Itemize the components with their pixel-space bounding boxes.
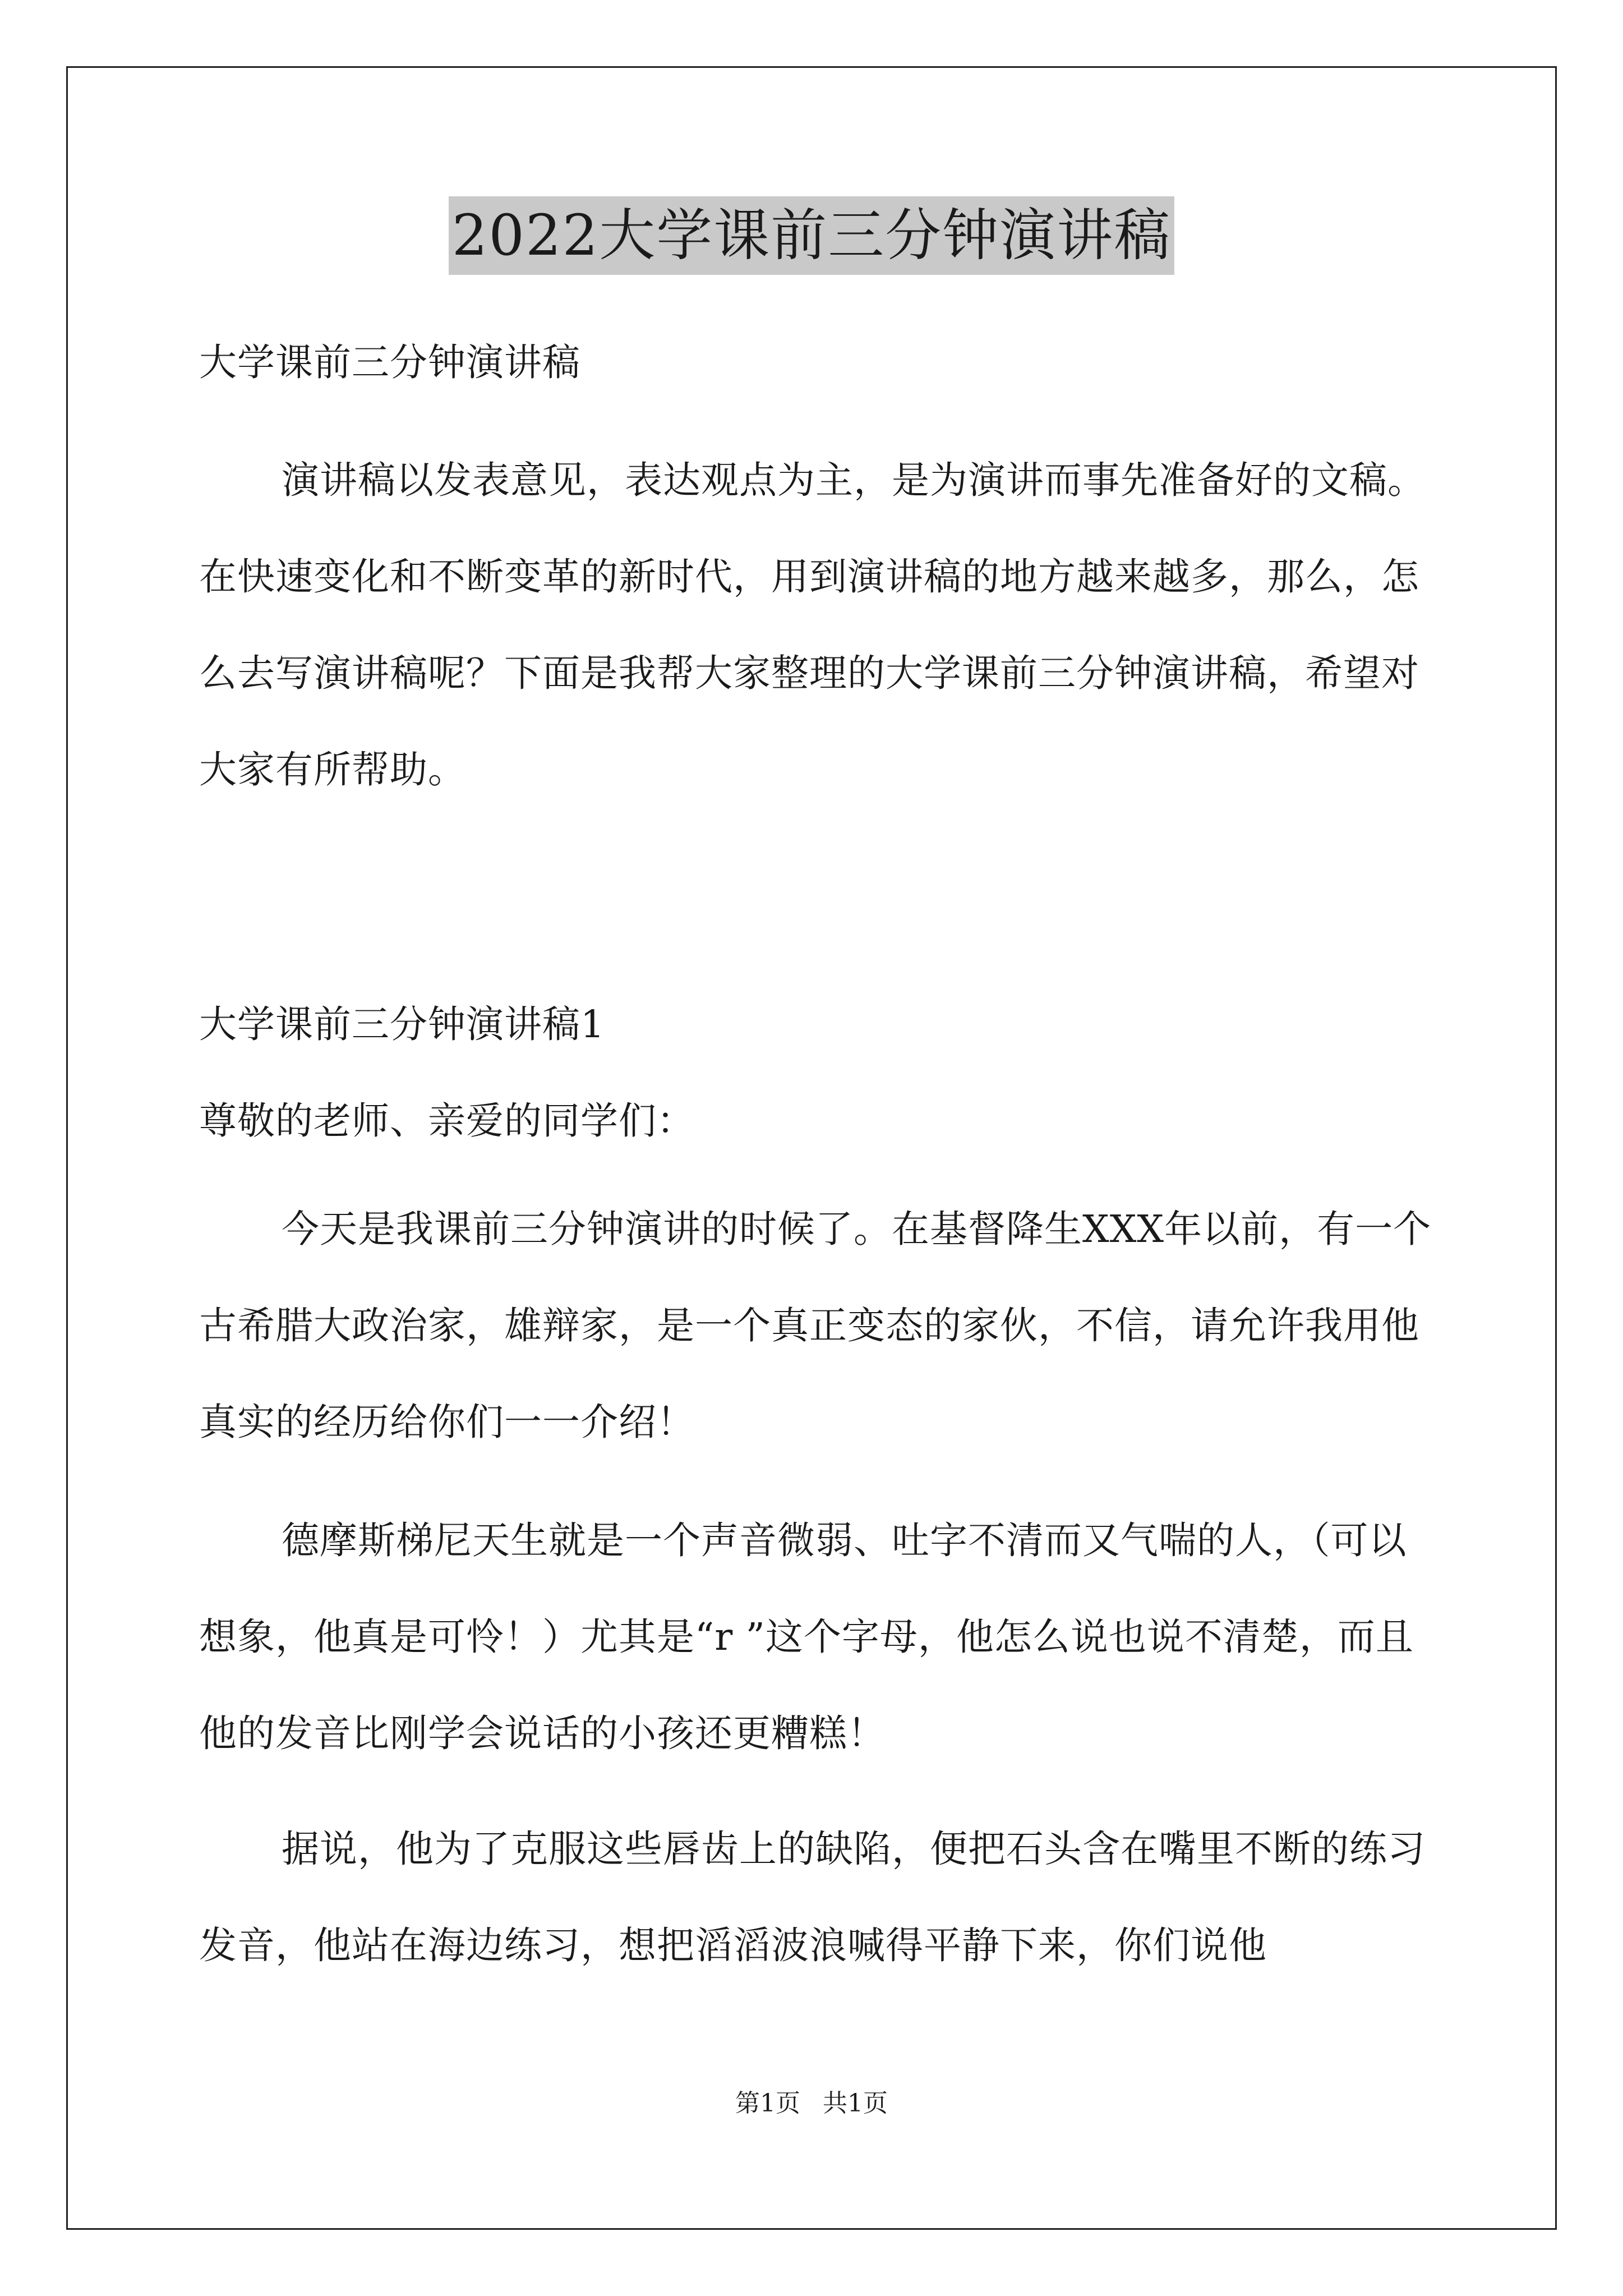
body-paragraph-3: 据说，他为了克服这些唇齿上的缺陷，便把石头含在嘴里不断的练习发音，他站在海边练习，想把滔滔波浪喊得平静下来，你们说他 bbox=[199, 1827, 1426, 1967]
greeting: 尊敬的老师、亲爱的同学们： bbox=[199, 1099, 695, 1143]
title-block bbox=[0, 196, 1623, 275]
subtitle: 大学课前三分钟演讲稿 bbox=[199, 341, 580, 384]
page-footer bbox=[0, 2087, 1623, 2120]
document-title: 2022大学课前三分钟演讲稿 bbox=[449, 196, 1175, 275]
intro-paragraph: 演讲稿以发表意见，表达观点为主，是为演讲而事先准备好的文稿。在快速变化和不断变革的新时代，用到演讲稿的地方越来越多，那么，怎么去写演讲稿呢？下面是我帮大家整理的大学课前三分钟演讲稿，希望对大家有所帮助。 bbox=[199, 458, 1426, 792]
page-number: 第1页 bbox=[735, 2089, 800, 2118]
body-paragraph-2: 德摩斯梯尼天生就是一个声音微弱、吐字不清而又气喘的人，（可以想象，他真是可怜！）尤其是“r ”这个字母，他怎么说也说不清楚，而且他的发音比刚学会说话的小孩还更糟糕！ bbox=[199, 1519, 1414, 1755]
page-total: 共1页 bbox=[823, 2089, 888, 2118]
body-paragraph-1: 今天是我课前三分钟演讲的时候了。在基督降生XXX年以前，有一个古希腊大政治家，雄辩家，是一个真正变态的家伙，不信，请允许我用他真实的经历给你们一一介绍！ bbox=[199, 1207, 1432, 1444]
section-heading: 大学课前三分钟演讲稿1 bbox=[199, 1002, 605, 1046]
